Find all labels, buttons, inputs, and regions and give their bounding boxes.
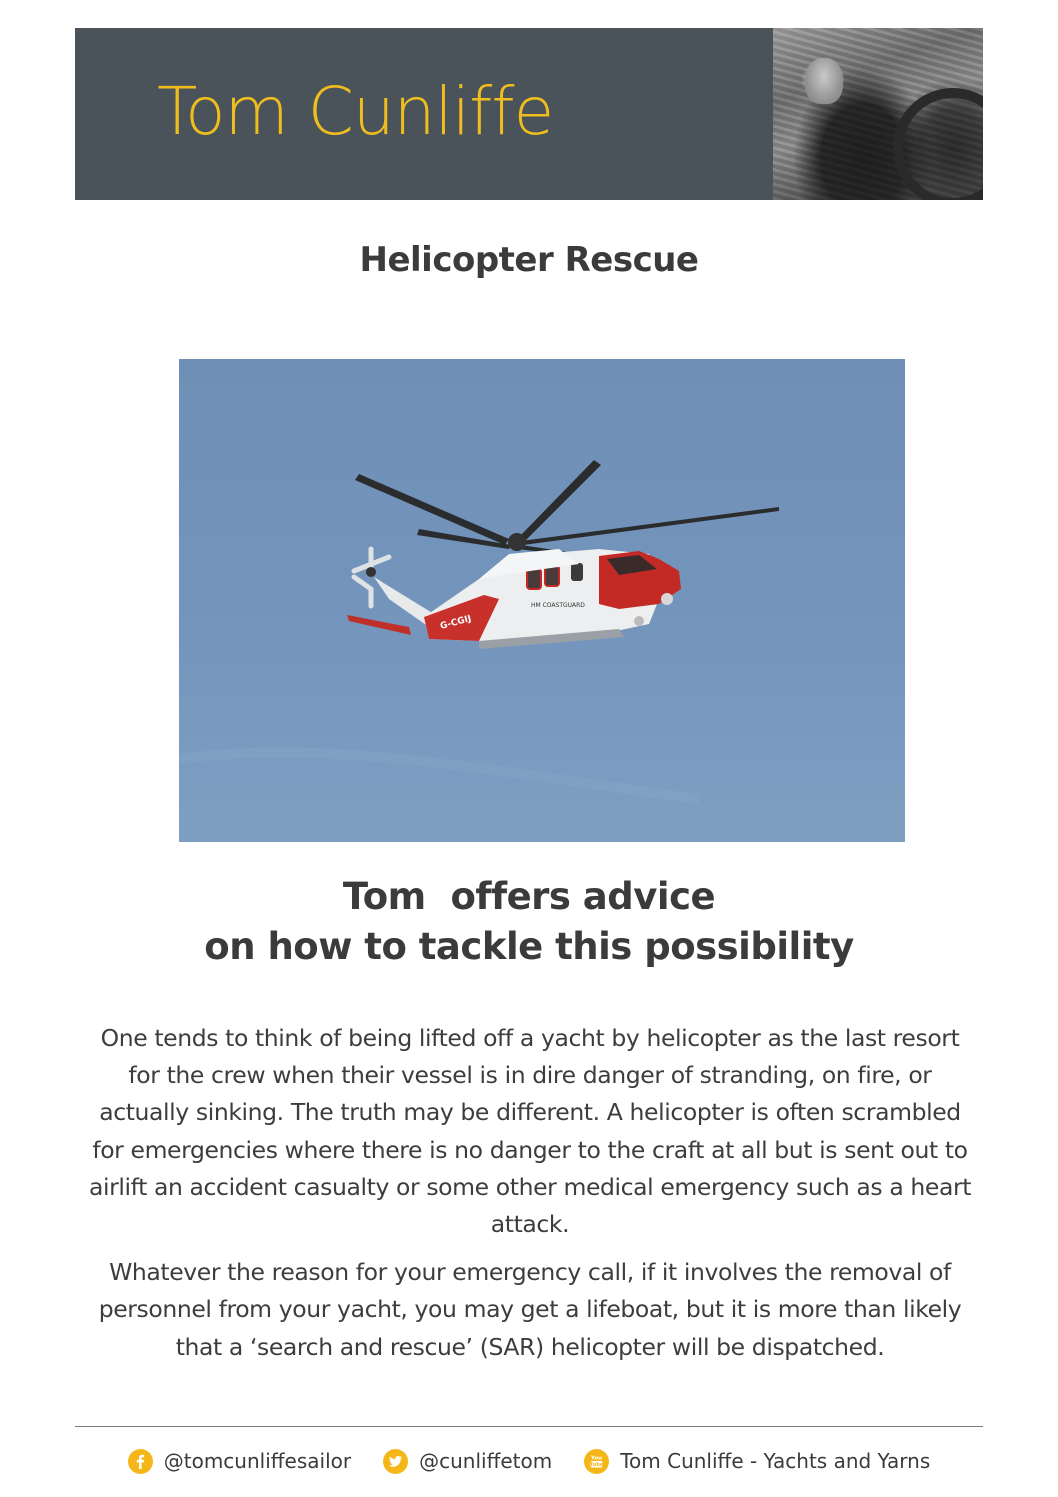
twitter-link[interactable] — [383, 1449, 552, 1474]
hero-livery: HM COASTGUARD — [531, 602, 585, 609]
article-body — [85, 1020, 975, 1377]
subtitle-line-1: Tom offers advice — [342, 875, 716, 918]
author-portrait — [773, 28, 983, 200]
facebook-icon — [128, 1449, 153, 1474]
facebook-handle: @tomcunliffesailor — [163, 1449, 352, 1473]
facebook-link[interactable] — [128, 1449, 351, 1474]
article-subtitle — [0, 872, 1058, 972]
twitter-icon — [383, 1449, 408, 1474]
svg-text:Tube: Tube — [590, 1461, 604, 1468]
portrait-helm-wheel — [893, 88, 983, 200]
hero-registration: G-CGIJ — [439, 614, 473, 632]
youtube-channel-name: Tom Cunliffe - Yachts and Yarns — [620, 1449, 931, 1473]
svg-text:You: You — [591, 1455, 603, 1461]
footer-divider — [75, 1426, 983, 1427]
footer-social-links — [0, 1446, 1058, 1476]
author-name: Tom Cunliffe — [157, 73, 554, 150]
hero-image — [179, 359, 905, 842]
header-banner — [75, 28, 983, 200]
subtitle-line-2: on how to tackle this possibility — [204, 925, 854, 968]
body-paragraph-2: Whatever the reason for your emergency call, if it involves the removal of personnel from your yacht, you may get a lifeboat, but it is more than likely that a ‘search and rescue’ (SAR) helicopter will be dispatched. — [98, 1258, 962, 1361]
portrait-face — [805, 58, 843, 104]
helicopter-illustration — [179, 359, 905, 842]
youtube-icon — [584, 1449, 609, 1474]
youtube-link[interactable] — [584, 1449, 930, 1474]
twitter-handle: @cunliffetom — [419, 1449, 553, 1473]
article-title: Helicopter Rescue — [359, 240, 699, 280]
body-paragraph-1: One tends to think of being lifted off a yacht by helicopter as the last resort for the crew when their vessel is in dire danger of stranding, on fire, or actually sinking. The truth may be different. A helicopter is often scrambled for emergencies where there is no danger to the craft at all but is sent out to airlift an accident casualty or some other medical emergency such as a heart attack. — [88, 1024, 972, 1239]
